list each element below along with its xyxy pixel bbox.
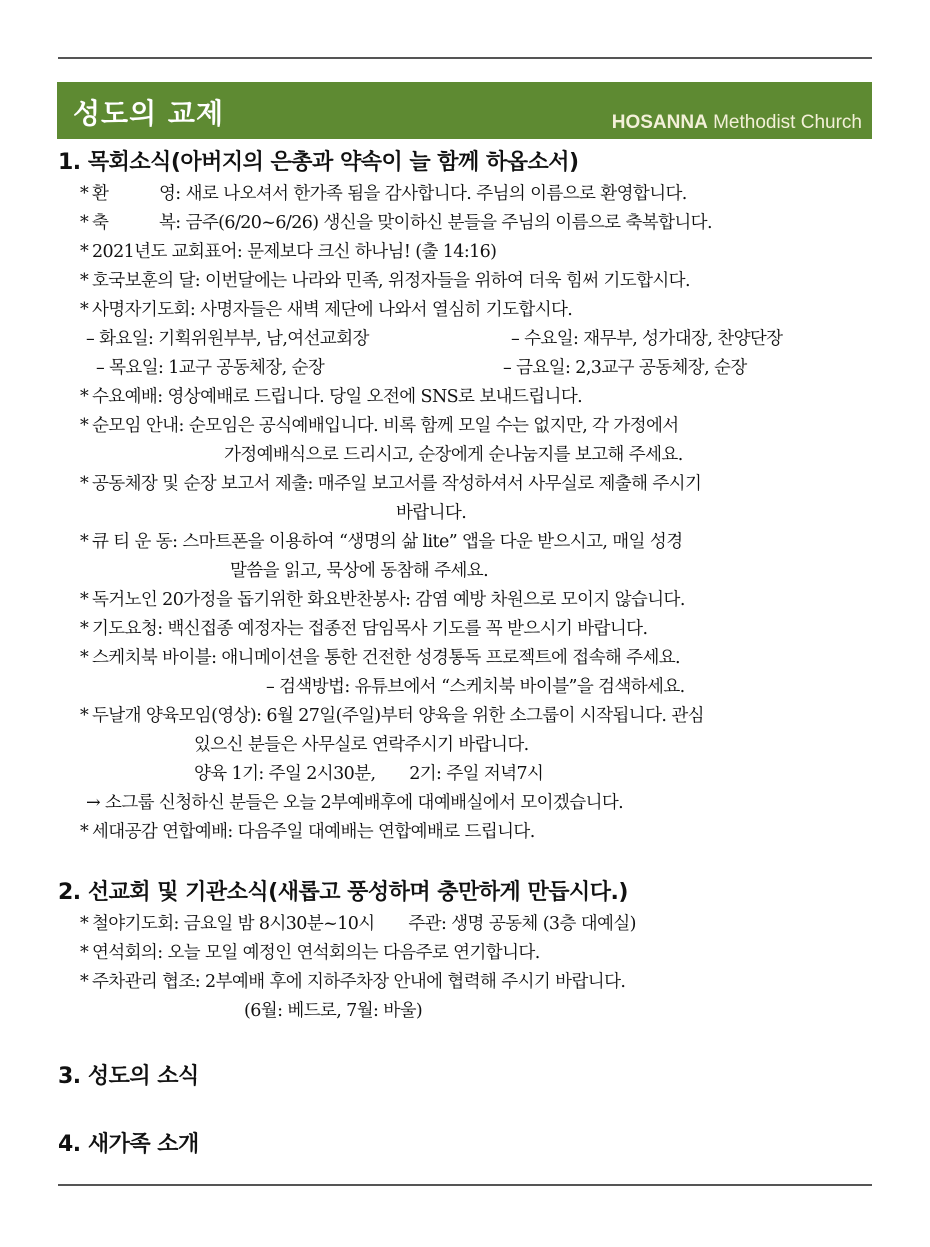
bullet-icon: * — [80, 706, 89, 726]
section-banner — [57, 82, 872, 139]
bottom-divider — [58, 1184, 872, 1186]
news-item-arrow: → 소그룹 신청하신 분들은 오늘 2부예배후에 대예배실에서 모이겠습니다. — [86, 793, 624, 813]
news-item-continuation: 가정예배식으로 드리시고, 순장에게 순나눔지를 보고해 주세요. — [224, 445, 683, 465]
bullet-icon: * — [80, 943, 89, 963]
news-item-continuation: 말씀을 읽고, 묵상에 동참해 주세요. — [230, 561, 489, 581]
news-item: * 사명자기도회: 사명자들은 새벽 제단에 나와서 열심히 기도합시다. — [58, 296, 888, 325]
news-item: * 세대공감 연합예배: 다음주일 대예배는 연합예배로 드립니다. — [58, 818, 888, 847]
news-item: * 철야기도회: 금요일 밤 8시30분~10시 주관: 생명 공동체 (3층 대예실) — [58, 910, 888, 939]
bullet-icon: * — [80, 300, 89, 320]
news-item-continuation: 양육 1기: 주일 2시30분, 2기: 주일 저녁7시 — [194, 764, 544, 784]
news-item: * 두날개 양육모임(영상): 6월 27일(주일)부터 양육을 위한 소그룹이 시작됩니다. 관심 — [58, 702, 888, 731]
news-item: * 축 복: 금주(6/20~6/26) 생신을 맞이하신 분들을 주님의 이름으로 축복합니다. — [58, 209, 888, 238]
bullet-icon: * — [80, 242, 89, 262]
bullet-icon: * — [80, 416, 89, 436]
bullet-icon: * — [80, 474, 89, 494]
news-item: * 스케치북 바이블: 애니메이션을 통한 건전한 성경통독 프로젝트에 접속해 주세요. — [58, 644, 888, 673]
news-item: * 순모임 안내: 순모임은 공식예배입니다. 비록 함께 모일 수는 없지만, 각 가정에서 — [58, 412, 888, 441]
section-heading-mission-news: 2. 선교회 및 기관소식(새롭고 풍성하며 충만하게 만듭시다.) — [58, 880, 628, 905]
news-item: * 주차관리 협조: 2부예배 후에 지하주차장 안내에 협력해 주시기 바랍니다. — [58, 968, 888, 997]
news-item: * 기도요청: 백신접종 예정자는 접종전 담임목사 기도를 꼭 받으시기 바랍니다. — [58, 615, 888, 644]
news-item-continuation: (6월: 베드로, 7월: 바울) — [244, 1001, 423, 1021]
news-item: * 독거노인 20가정을 돕기위한 화요반찬봉사: 감염 예방 차원으로 모이지 않습니다. — [58, 586, 888, 615]
bullet-icon: * — [80, 972, 89, 992]
top-divider — [58, 57, 872, 59]
bullet-icon: * — [80, 271, 89, 291]
bullet-icon: * — [80, 822, 89, 842]
news-item: * 연석회의: 오늘 모일 예정인 연석회의는 다음주로 연기합니다. — [58, 939, 888, 968]
bullet-icon: * — [80, 619, 89, 639]
section-heading-pastoral-news: 1. 목회소식(아버지의 은총과 약속이 늘 함께 하옵소서) — [58, 150, 579, 175]
prayer-schedule-row: – 화요일: 기획위원부부, 남,여선교회장 – 수요일: 재무부, 성가대장, 찬양단장 — [86, 329, 783, 349]
bullet-icon: * — [80, 914, 89, 934]
news-item: * 수요예배: 영상예배로 드립니다. 당일 오전에 SNS로 보내드립니다. — [58, 383, 888, 412]
news-item: * 호국보훈의 달: 이번달에는 나라와 민족, 위정자들을 위하여 더욱 힘써 기도합시다. — [58, 267, 888, 296]
bullet-icon: * — [80, 590, 89, 610]
news-item-continuation: 있으신 분들은 사무실로 연락주시기 바랍니다. — [194, 735, 529, 755]
church-name-bold: HOSANNA — [611, 112, 708, 133]
section-heading-member-news: 3. 성도의 소식 — [58, 1064, 199, 1089]
bullet-icon: * — [80, 184, 89, 204]
section-heading-new-family: 4. 새가족 소개 — [58, 1132, 199, 1157]
prayer-schedule-row: – 목요일: 1교구 공동체장, 순장 – 금요일: 2,3교구 공동체장, 순장 — [96, 358, 747, 378]
bullet-icon: * — [80, 648, 89, 668]
church-name-rest: Methodist Church — [707, 112, 862, 133]
bullet-icon: * — [80, 387, 89, 407]
banner-title: 성도의 교제 — [73, 97, 224, 130]
news-item: * 환 영: 새로 나오셔서 한가족 됨을 감사합니다. 주님의 이름으로 환영합니다. — [58, 180, 888, 209]
news-item: * 공동체장 및 순장 보고서 제출: 매주일 보고서를 작성하셔서 사무실로 제출해 주시기 — [58, 470, 888, 499]
news-item: * 큐 티 운 동: 스마트폰을 이용하여 “생명의 삶 lite” 앱을 다운 받으시고, 매일 성경 — [58, 528, 888, 557]
news-item-continuation: 바랍니다. — [396, 503, 467, 523]
news-item-continuation: – 검색방법: 유튜브에서 “스케치북 바이블”을 검색하세요. — [266, 677, 685, 697]
bullet-icon: * — [80, 532, 89, 552]
church-name — [612, 112, 862, 134]
bullet-icon: * — [80, 213, 89, 233]
bulletin-content — [58, 146, 888, 1162]
news-item: * 2021년도 교회표어: 문제보다 크신 하나님! (출 14:16) — [58, 238, 888, 267]
